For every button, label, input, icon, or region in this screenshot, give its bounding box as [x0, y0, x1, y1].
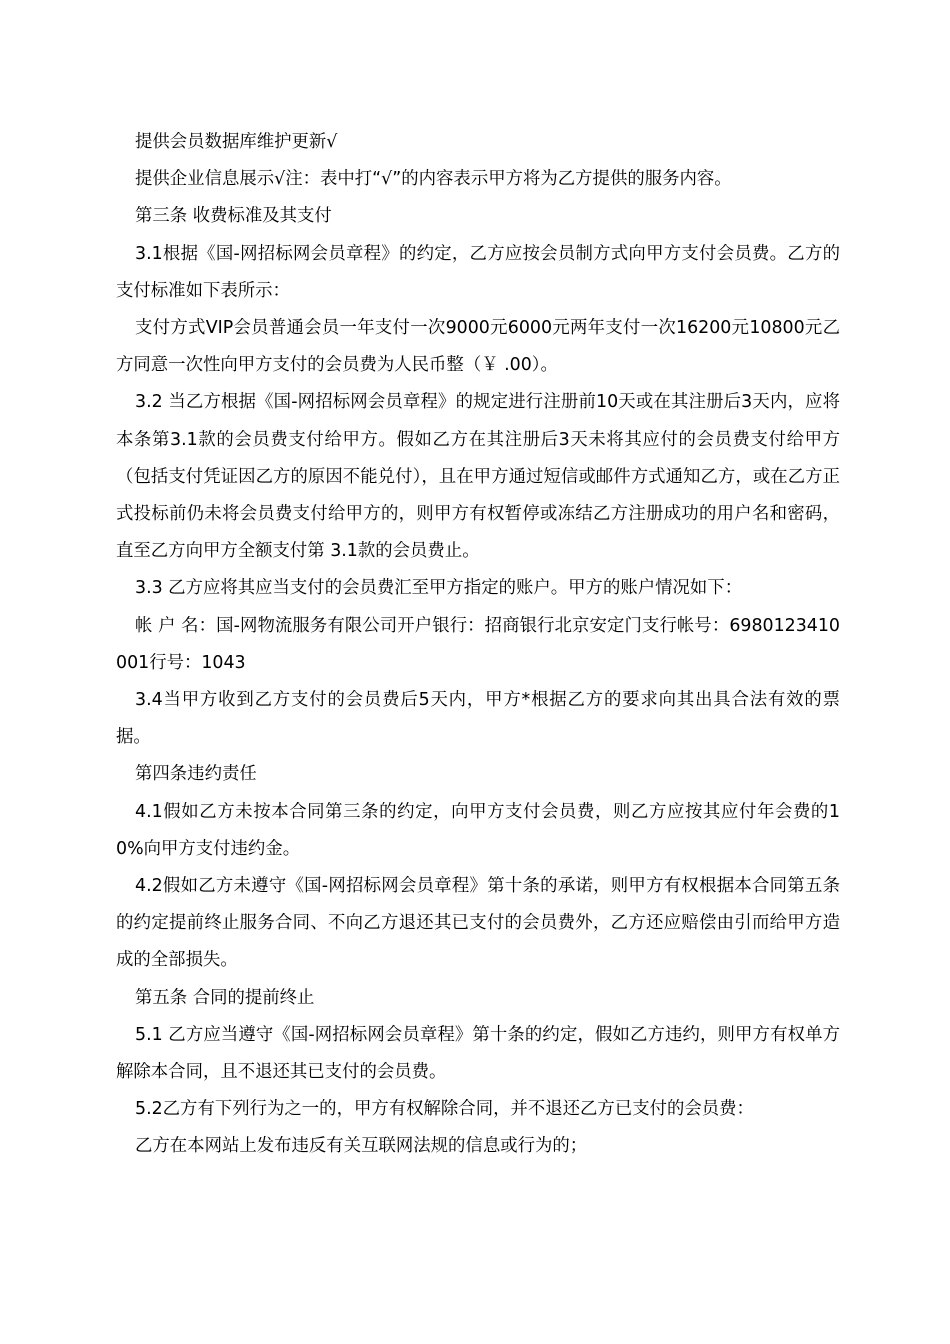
- section-heading-article-5: 第五条 合同的提前终止: [135, 987, 315, 1008]
- clause-4-2: 4.2假如乙方未遵守《国-网招标网会员章程》第十条的承诺，则甲方有权根据本合同第五条的约定提前终止服务合同、不向乙方退还其已支付的会员费外，乙方还应赔偿由引而给甲方造成的全部损失。: [116, 876, 840, 971]
- clause-5-1: 5.1 乙方应当遵守《国-网招标网会员章程》第十条的约定，假如乙方违约，则甲方有权单方解除本合同，且不退还其已支付的会员费。: [116, 1024, 840, 1083]
- paragraph-service-info-display: 提供企业信息展示√注：表中打“√”的内容表示甲方将为乙方提供的服务内容。: [135, 169, 732, 190]
- clause-5-2: 5.2乙方有下列行为之一的，甲方有权解除合同，并不退还乙方已支付的会员费：: [135, 1099, 754, 1120]
- paragraph-service-db-update: 提供会员数据库维护更新√: [135, 132, 338, 152]
- section-heading-article-3: 第三条 收费标准及其支付: [135, 206, 332, 227]
- clause-3-3: 3.3 乙方应将其应当支付的会员费汇至甲方指定的账户。甲方的账户情况如下：: [135, 578, 743, 599]
- section-heading-article-4: 第四条违约责任: [135, 764, 257, 785]
- payment-standard-table-text: 支付方式VIP会员普通会员一年支付一次9000元6000元两年支付一次16200元10800元乙方同意一次性向甲方支付的会员费为人民币整（￥ .00）。: [116, 318, 840, 376]
- clause-3-4: 3.4当甲方收到乙方支付的会员费后5天内，甲方*根据乙方的要求向其出具合法有效的票据。: [116, 690, 840, 748]
- clause-3-2: 3.2 当乙方根据《国-网招标网会员章程》的规定进行注册前10天或在其注册后3天内，应将本条第3.1款的会员费支付给甲方。假如乙方在其注册后3天未将其应付的会员费支付给甲方（包括支付凭证因乙方的原因不能兑付），且在甲方通过短信或邮件方式通知乙方，或在乙方正式投标前仍未将会员费支付给甲方的，则甲方有权暂停或冻结乙方注册成功的用户名和密码，直至乙方向甲方全额支付第 3.1款的会员费止。: [116, 392, 840, 562]
- bank-account-info: 帐 户 名：国-网物流服务有限公司开户银行：招商银行北京安定门支行帐号：6980123410001行号：1043: [116, 615, 840, 673]
- clause-4-1: 4.1假如乙方未按本合同第三条的约定，向甲方支付会员费，则乙方应按其应付年会费的10%向甲方支付违约金。: [116, 801, 840, 859]
- document-body: [116, 124, 840, 1166]
- clause-3-1: 3.1根据《国-网招标网会员章程》的约定，乙方应按会员制方式向甲方支付会员费。乙方的支付标准如下表所示：: [116, 243, 840, 301]
- clause-5-2-item-1: 乙方在本网站上发布违反有关互联网法规的信息或行为的；: [135, 1136, 588, 1157]
